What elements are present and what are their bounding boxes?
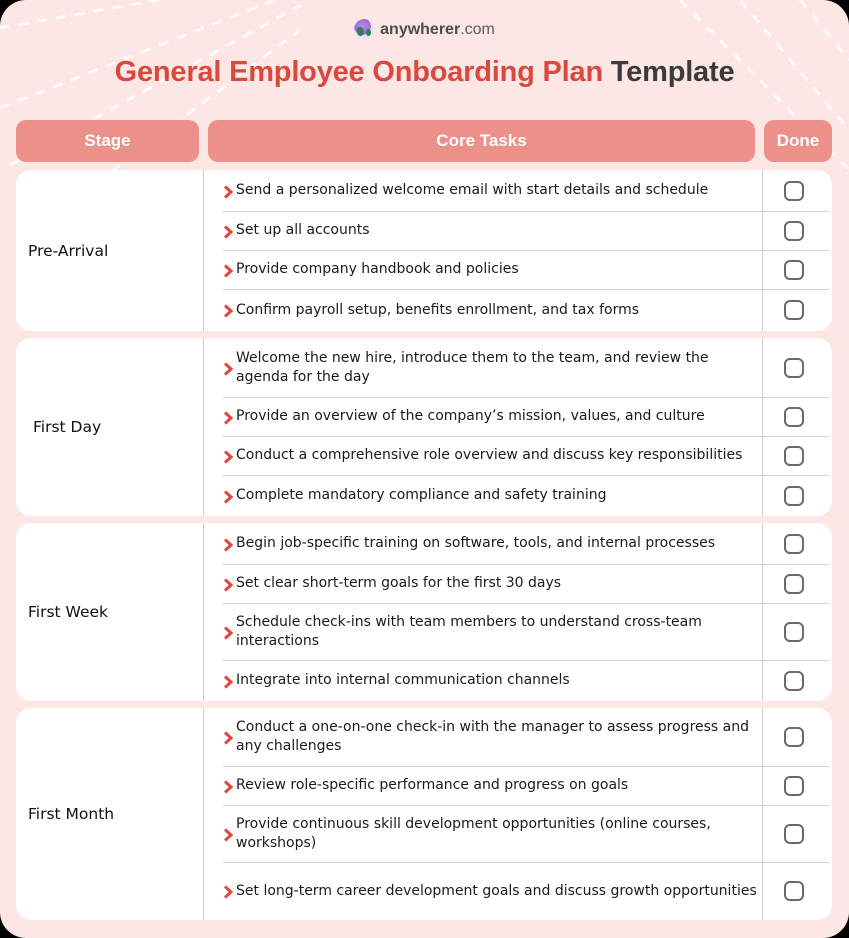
brand-logo <box>0 19 849 40</box>
chevron-right-icon <box>223 577 233 591</box>
stage-label: Pre-Arrival <box>16 170 204 331</box>
task-text: Set up all accounts <box>236 222 370 238</box>
task-text: Conduct a comprehensive role overview and discuss key responsibilities <box>236 447 743 463</box>
column-divider <box>762 523 763 701</box>
done-checkbox[interactable] <box>784 221 804 241</box>
done-checkbox[interactable] <box>784 727 804 747</box>
task-row <box>205 862 832 920</box>
task-row <box>205 397 832 436</box>
chevron-right-icon <box>223 410 233 424</box>
done-checkbox[interactable] <box>784 181 804 201</box>
stage-label: First Month <box>16 708 204 920</box>
task-text: Provide an overview of the company’s mission, values, and culture <box>236 408 705 424</box>
title-rest: Template <box>610 56 735 88</box>
task-text: Integrate into internal communication channels <box>236 672 570 688</box>
chevron-right-icon <box>223 730 233 744</box>
column-divider <box>762 170 763 331</box>
column-divider <box>762 338 763 516</box>
chevron-right-icon <box>223 361 233 375</box>
task-text: Set long-term career development goals and discuss growth opportunities <box>236 882 757 899</box>
section-first-week <box>16 523 832 701</box>
chevron-right-icon <box>223 449 233 463</box>
done-checkbox[interactable] <box>784 486 804 506</box>
done-checkbox[interactable] <box>784 300 804 320</box>
chevron-right-icon <box>223 224 233 238</box>
stage-label: First Week <box>16 523 204 701</box>
task-text: Review role-specific performance and progress on goals <box>236 777 629 793</box>
task-list <box>205 523 832 701</box>
section-pre-arrival <box>16 170 832 331</box>
chevron-right-icon <box>223 263 233 277</box>
task-text: Confirm payroll setup, benefits enrollment, and tax forms <box>236 301 640 318</box>
task-text: Provide continuous skill development opportunities (online courses, workshops) <box>236 815 711 851</box>
title-highlight: General Employee Onboarding Plan <box>114 56 603 88</box>
task-text: Complete mandatory compliance and safety training <box>236 487 607 503</box>
chevron-right-icon <box>223 489 233 503</box>
task-text: Welcome the new hire, introduce them to the team, and review the agenda for the day <box>236 349 709 385</box>
task-row <box>205 475 832 516</box>
chevron-right-icon <box>223 625 233 639</box>
column-header-stage: Stage <box>16 120 199 162</box>
column-divider <box>762 708 763 920</box>
done-checkbox[interactable] <box>784 622 804 642</box>
chevron-right-icon <box>223 884 233 898</box>
task-text: Provide company handbook and policies <box>236 261 519 277</box>
task-list <box>205 338 832 516</box>
task-row <box>205 211 832 250</box>
done-checkbox[interactable] <box>784 358 804 378</box>
globe-icon <box>354 19 375 40</box>
task-row <box>205 660 832 701</box>
task-list <box>205 708 832 920</box>
chevron-right-icon <box>223 827 233 841</box>
done-checkbox[interactable] <box>784 824 804 844</box>
column-header-done: Done <box>764 120 832 162</box>
chevron-right-icon <box>223 184 233 198</box>
task-row <box>205 564 832 603</box>
done-checkbox[interactable] <box>784 407 804 427</box>
done-checkbox[interactable] <box>784 671 804 691</box>
chevron-right-icon <box>223 779 233 793</box>
stage-label: First Day <box>16 338 204 516</box>
task-row <box>205 805 832 862</box>
task-row <box>205 603 832 660</box>
task-row <box>205 289 832 331</box>
chevron-right-icon <box>223 537 233 551</box>
task-text: Schedule check-ins with team members to understand cross-team interactions <box>236 613 702 649</box>
task-text: Conduct a one-on-one check-in with the manager to assess progress and any challenges <box>236 719 750 754</box>
task-row <box>205 250 832 289</box>
task-row <box>205 708 832 766</box>
task-text: Send a personalized welcome email with start details and schedule <box>236 182 709 198</box>
task-row <box>205 766 832 805</box>
chevron-right-icon <box>223 303 233 317</box>
done-checkbox[interactable] <box>784 881 804 901</box>
brand-name: anywherer.com <box>380 20 495 38</box>
task-row <box>205 338 832 397</box>
done-checkbox[interactable] <box>784 260 804 280</box>
chevron-right-icon <box>223 674 233 688</box>
section-first-month <box>16 708 832 920</box>
done-checkbox[interactable] <box>784 776 804 796</box>
task-row <box>205 436 832 475</box>
done-checkbox[interactable] <box>784 446 804 466</box>
task-row <box>205 523 832 564</box>
done-checkbox[interactable] <box>784 574 804 594</box>
task-text: Set clear short-term goals for the first 30 days <box>236 575 562 591</box>
section-first-day <box>16 338 832 516</box>
column-header-core-tasks: Core Tasks <box>208 120 755 162</box>
done-checkbox[interactable] <box>784 534 804 554</box>
task-list <box>205 170 832 331</box>
page-title <box>0 56 849 89</box>
task-text: Begin job-specific training on software, tools, and internal processes <box>236 535 716 551</box>
task-row <box>205 170 832 211</box>
